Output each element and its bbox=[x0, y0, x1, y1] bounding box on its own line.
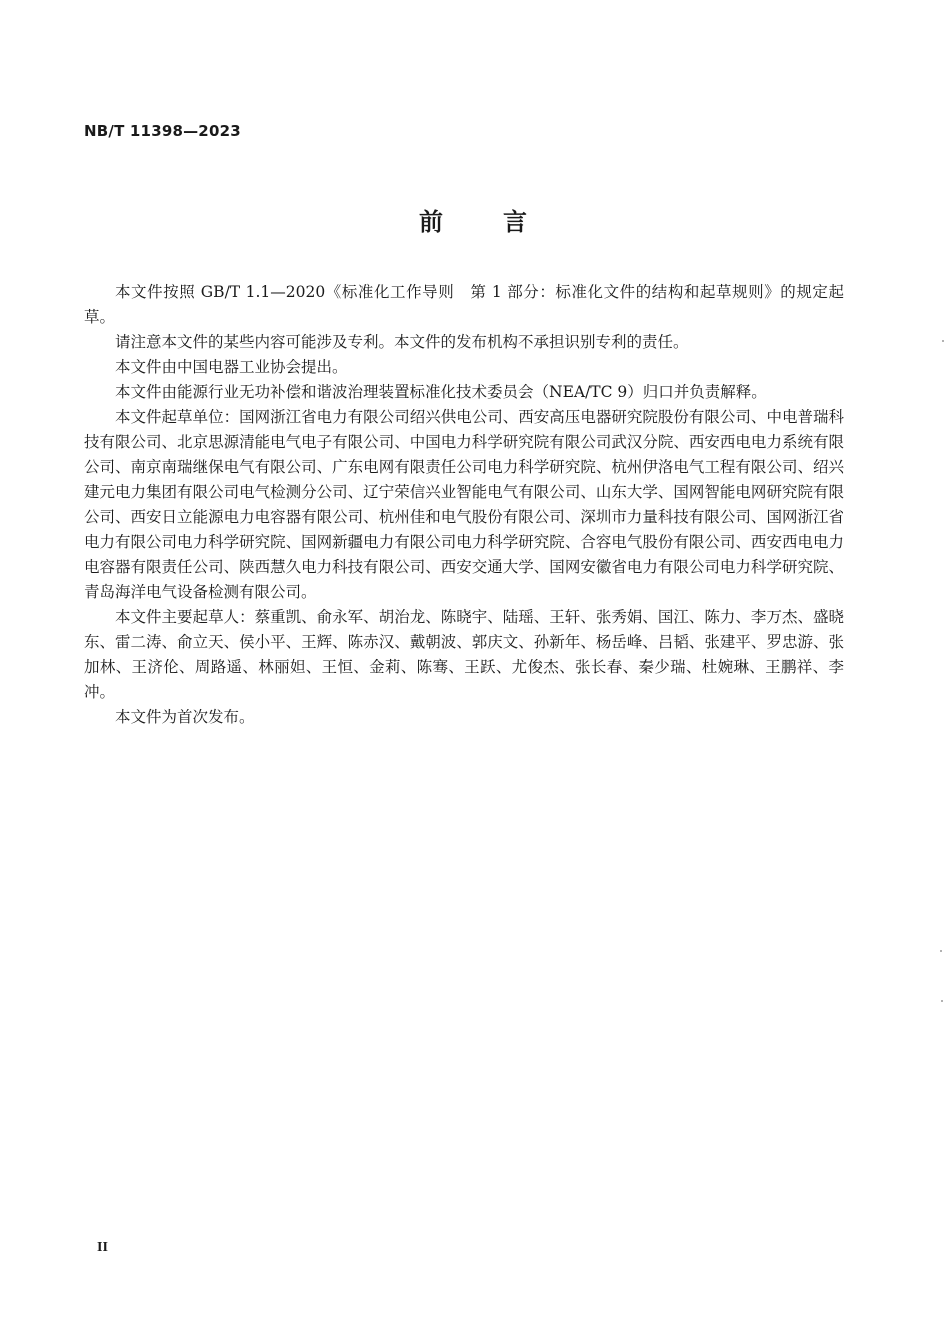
paragraph-patent-notice: 请注意本文件的某些内容可能涉及专利。本文件的发布机构不承担识别专利的责任。 bbox=[115, 333, 689, 351]
page-title bbox=[0, 202, 950, 237]
paragraph-committee: 本文件由能源行业无功补偿和谐波治理装置标准化技术委员会（NEA/TC 9）归口并负责解释。 bbox=[115, 383, 767, 401]
document-code: NB/T 11398—2023 bbox=[84, 122, 241, 140]
scan-speck bbox=[940, 950, 942, 952]
paragraph-proposer: 本文件由中国电器工业协会提出。 bbox=[115, 358, 348, 376]
foreword-body bbox=[84, 280, 844, 730]
page-title-char-2: 言 bbox=[503, 208, 531, 236]
scan-speck bbox=[942, 340, 944, 342]
page-number: II bbox=[97, 1240, 108, 1255]
page-title-char-1: 前 bbox=[419, 208, 447, 236]
paragraph-drafters: 本文件主要起草人：蔡重凯、俞永军、胡治龙、陈晓宇、陆瑶、王轩、张秀娟、国江、陈力、李万杰、盛晓东、雷二涛、俞立天、侯小平、王辉、陈赤汉、戴朝波、郭庆文、孙新年、杨岳峰、吕韬、张建平、罗忠游、张加林、王济伦、周路遥、林丽妲、王恒、金莉、陈骞、王跃、尤俊杰、张长春、秦少瑞、杜婉琳、王鹏祥、李冲。 bbox=[84, 608, 844, 701]
paragraph-drafting-units: 本文件起草单位：国网浙江省电力有限公司绍兴供电公司、西安高压电器研究院股份有限公司、中电普瑞科技有限公司、北京思源清能电气电子有限公司、中国电力科学研究院有限公司武汉分院、西安西电电力系统有限公司、南京南瑞继保电气有限公司、广东电网有限责任公司电力科学研究院、杭州伊洛电气工程有限公司、绍兴建元电力集团有限公司电气检测分公司、辽宁荣信兴业智能电气有限公司、山东大学、国网智能电网研究院有限公司、西安日立能源电力电容器有限公司、杭州佳和电气股份有限公司、深圳市力量科技有限公司、国网浙江省电力有限公司电力科学研究院、国网新疆电力有限公司电力科学研究院、合容电气股份有限公司、西安西电电力电容器有限责任公司、陕西慧久电力科技有限公司、西安交通大学、国网安徽省电力有限公司电力科学研究院、青岛海洋电气设备检测有限公司。 bbox=[84, 408, 844, 601]
paragraph-drafting-rules: 本文件按照 GB/T 1.1—2020《标准化工作导则 第 1 部分：标准化文件的结构和起草规则》的规定起草。 bbox=[84, 283, 844, 326]
scan-speck bbox=[941, 1000, 943, 1002]
paragraph-first-release: 本文件为首次发布。 bbox=[115, 708, 255, 726]
